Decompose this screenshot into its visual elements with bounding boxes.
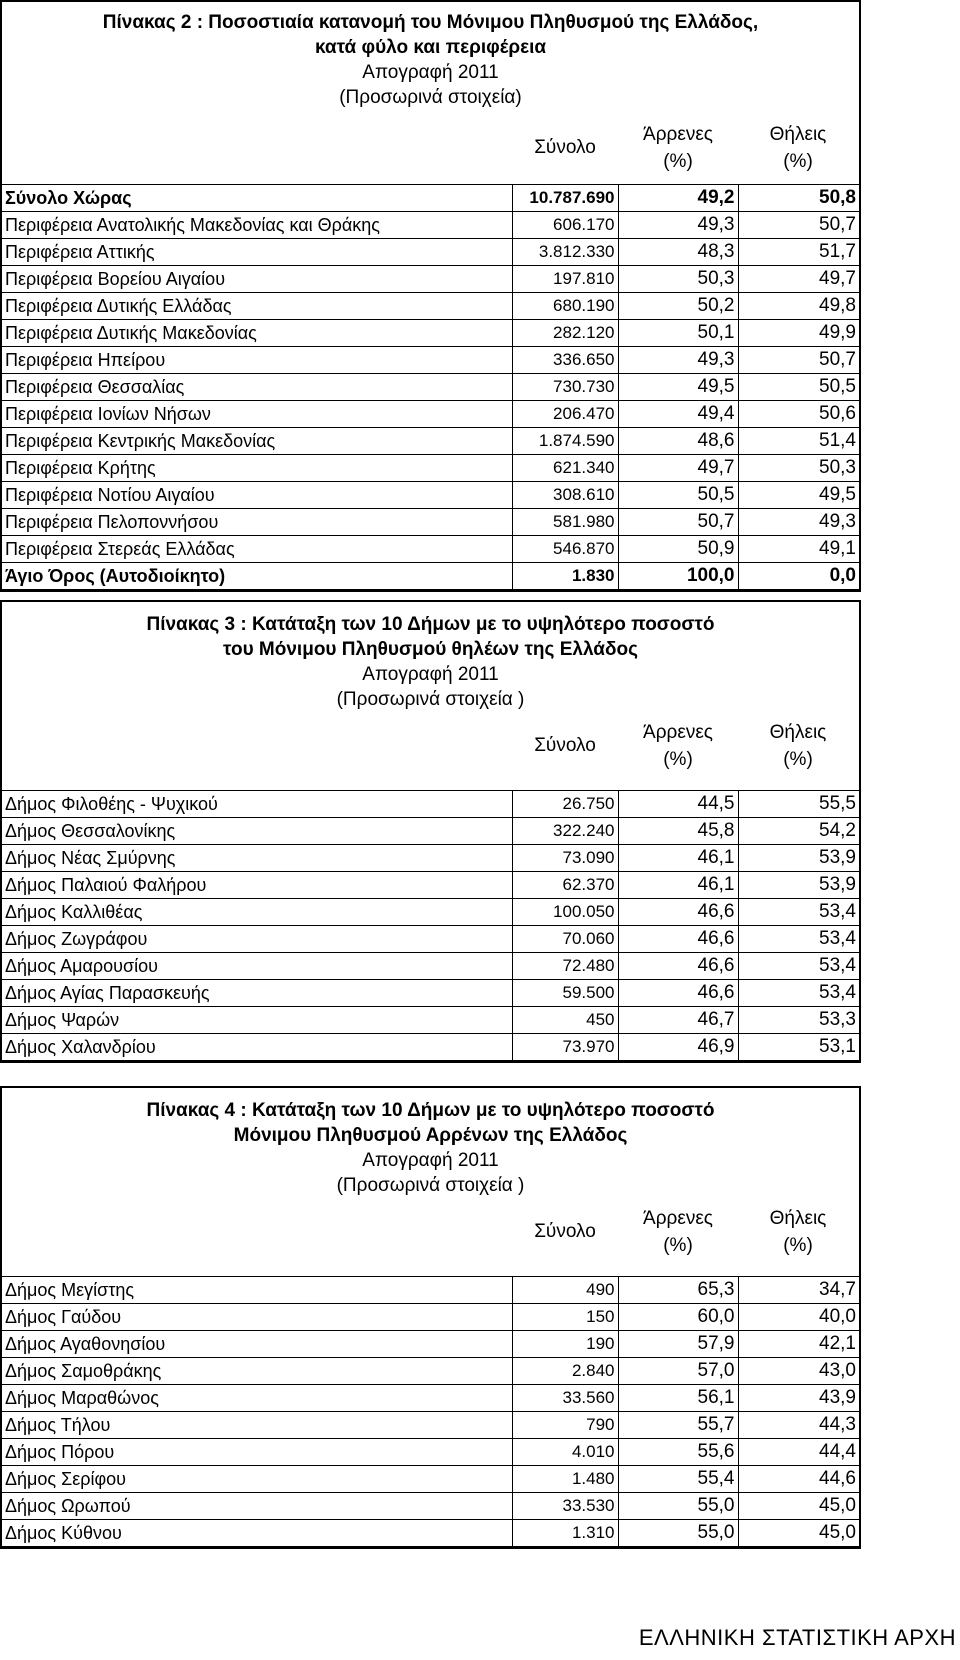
row-male-pct: 46,7 — [618, 1007, 738, 1034]
table-row — [2, 428, 859, 455]
row-female-pct: 53,4 — [738, 953, 859, 980]
row-male-pct: 46,6 — [618, 926, 738, 953]
row-name: Περιφέρεια Ανατολικής Μακεδονίας και Θράκης — [2, 212, 512, 239]
row-name: Δήμος Καλλιθέας — [2, 899, 512, 926]
row-total: 33.560 — [512, 1385, 618, 1412]
row-total: 581.980 — [512, 509, 618, 536]
row-total: 33.530 — [512, 1493, 618, 1520]
row-female-pct: 40,0 — [738, 1304, 859, 1331]
row-male-pct: 50,7 — [618, 509, 738, 536]
row-total: 73.970 — [512, 1034, 618, 1061]
row-female-pct: 45,0 — [738, 1493, 859, 1520]
table-row — [2, 1034, 859, 1061]
row-female-pct: 44,6 — [738, 1466, 859, 1493]
table2-title-line2: κατά φύλο και περιφέρεια — [314, 37, 547, 58]
table4-header-total: Σύνολο — [534, 1221, 596, 1242]
table-row — [2, 185, 859, 212]
row-female-pct: 50,3 — [738, 455, 859, 482]
row-male-pct: 50,5 — [618, 482, 738, 509]
row-male-pct: 50,2 — [618, 293, 738, 320]
row-female-pct: 50,6 — [738, 401, 859, 428]
row-name: Δήμος Μεγίστης — [2, 1277, 512, 1304]
row-name: Περιφέρεια Θεσσαλίας — [2, 374, 512, 401]
row-total: 282.120 — [512, 320, 618, 347]
row-total: 1.874.590 — [512, 428, 618, 455]
row-female-pct: 53,1 — [738, 1034, 859, 1061]
footer-agency-name: ΕΛΛΗΝΙΚΗ ΣΤΑΤΙΣΤΙΚΗ ΑΡΧΗ — [638, 1625, 956, 1650]
row-male-pct: 50,1 — [618, 320, 738, 347]
row-female-pct: 53,4 — [738, 980, 859, 1007]
table2-title-line1: Πίνακας 2 : Ποσοστιαία κατανομή του Μόνιμου Πληθυσμού της Ελλάδος, — [102, 12, 759, 33]
row-male-pct: 46,9 — [618, 1034, 738, 1061]
row-name: Περιφέρεια Αττικής — [2, 239, 512, 266]
table3-title-line1: Πίνακας 3 : Κατάταξη των 10 Δήμων με το υψηλότερο ποσοστό — [146, 614, 715, 635]
row-total: 680.190 — [512, 293, 618, 320]
row-total: 621.340 — [512, 455, 618, 482]
row-total: 1.480 — [512, 1466, 618, 1493]
row-total: 490 — [512, 1277, 618, 1304]
row-female-pct: 44,4 — [738, 1439, 859, 1466]
row-female-pct: 44,3 — [738, 1412, 859, 1439]
row-male-pct: 55,0 — [618, 1520, 738, 1547]
row-male-pct: 100,0 — [618, 563, 738, 590]
table-row — [2, 1007, 859, 1034]
row-total: 730.730 — [512, 374, 618, 401]
row-total: 4.010 — [512, 1439, 618, 1466]
row-male-pct: 55,4 — [618, 1466, 738, 1493]
row-total: 790 — [512, 1412, 618, 1439]
row-name: Δήμος Σερίφου — [2, 1466, 512, 1493]
row-male-pct: 48,6 — [618, 428, 738, 455]
table4-body — [2, 1276, 859, 1547]
row-total: 308.610 — [512, 482, 618, 509]
table-row — [2, 401, 859, 428]
table-row — [2, 818, 859, 845]
table-row — [2, 1331, 859, 1358]
row-female-pct: 50,8 — [738, 185, 859, 212]
row-name: Περιφέρεια Στερεάς Ελλάδας — [2, 536, 512, 563]
table3 — [0, 600, 861, 1063]
table3-header-female-unit: (%) — [783, 749, 813, 770]
row-total: 1.310 — [512, 1520, 618, 1547]
table3-header — [2, 710, 859, 790]
row-male-pct: 48,3 — [618, 239, 738, 266]
table-row — [2, 293, 859, 320]
row-male-pct: 56,1 — [618, 1385, 738, 1412]
row-total: 100.050 — [512, 899, 618, 926]
row-name: Περιφέρεια Πελοποννήσου — [2, 509, 512, 536]
row-total: 322.240 — [512, 818, 618, 845]
table-row — [2, 1385, 859, 1412]
row-name: Δήμος Γαύδου — [2, 1304, 512, 1331]
row-male-pct: 49,2 — [618, 185, 738, 212]
table2-header-total: Σύνολο — [534, 137, 596, 158]
table4-title-line1: Πίνακας 4 : Κατάταξη των 10 Δήμων με το υψηλότερο ποσοστό — [146, 1100, 715, 1121]
table-row — [2, 1412, 859, 1439]
table4-header-female-unit: (%) — [783, 1235, 813, 1256]
row-total: 197.810 — [512, 266, 618, 293]
table-row — [2, 1277, 859, 1304]
row-female-pct: 53,9 — [738, 845, 859, 872]
row-male-pct: 44,5 — [618, 791, 738, 818]
row-female-pct: 54,2 — [738, 818, 859, 845]
row-female-pct: 53,4 — [738, 926, 859, 953]
table-row — [2, 482, 859, 509]
row-male-pct: 57,0 — [618, 1358, 738, 1385]
row-total: 10.787.690 — [512, 185, 618, 212]
row-female-pct: 53,9 — [738, 872, 859, 899]
row-male-pct: 50,9 — [618, 536, 738, 563]
row-female-pct: 53,3 — [738, 1007, 859, 1034]
row-total: 546.870 — [512, 536, 618, 563]
row-total: 450 — [512, 1007, 618, 1034]
row-total: 72.480 — [512, 953, 618, 980]
table2-title — [2, 2, 859, 108]
table-row — [2, 1358, 859, 1385]
row-male-pct: 49,3 — [618, 212, 738, 239]
table-row — [2, 980, 859, 1007]
row-male-pct: 46,6 — [618, 953, 738, 980]
row-total: 190 — [512, 1331, 618, 1358]
table-row — [2, 239, 859, 266]
table4-title — [2, 1088, 859, 1196]
row-male-pct: 49,3 — [618, 347, 738, 374]
table-row — [2, 1466, 859, 1493]
row-female-pct: 45,0 — [738, 1520, 859, 1547]
table-row — [2, 320, 859, 347]
row-female-pct: 50,7 — [738, 347, 859, 374]
row-name: Δήμος Πόρου — [2, 1439, 512, 1466]
row-total: 1.830 — [512, 563, 618, 590]
table2-header-male: Άρρενες — [643, 124, 713, 145]
table-row — [2, 953, 859, 980]
row-male-pct: 65,3 — [618, 1277, 738, 1304]
table4-header — [2, 1196, 859, 1276]
table3-header-total: Σύνολο — [534, 735, 596, 756]
row-name: Δήμος Μαραθώνος — [2, 1385, 512, 1412]
row-name: Περιφέρεια Νοτίου Αιγαίου — [2, 482, 512, 509]
row-name: Δήμος Σαμοθράκης — [2, 1358, 512, 1385]
row-female-pct: 34,7 — [738, 1277, 859, 1304]
row-name: Δήμος Νέας Σμύρνης — [2, 845, 512, 872]
table3-body — [2, 790, 859, 1061]
row-male-pct: 55,6 — [618, 1439, 738, 1466]
row-female-pct: 50,7 — [738, 212, 859, 239]
table4-title-line2: Μόνιμου Πληθυσμού Αρρένων της Ελλάδος — [233, 1125, 628, 1146]
table-row — [2, 536, 859, 563]
row-name: Δήμος Ωρωπού — [2, 1493, 512, 1520]
table2-title-line3: Απογραφή 2011 — [362, 62, 499, 83]
row-total: 62.370 — [512, 872, 618, 899]
row-total: 606.170 — [512, 212, 618, 239]
row-name: Δήμος Φιλοθέης - Ψυχικού — [2, 791, 512, 818]
table2-body — [2, 184, 859, 590]
row-male-pct: 57,9 — [618, 1331, 738, 1358]
row-male-pct: 46,6 — [618, 899, 738, 926]
table4-header-female: Θήλεις — [769, 1208, 827, 1229]
table-row — [2, 791, 859, 818]
table4 — [0, 1086, 861, 1549]
table2-header-female: Θήλεις — [769, 124, 827, 145]
row-female-pct: 51,4 — [738, 428, 859, 455]
row-female-pct: 49,1 — [738, 536, 859, 563]
table-row — [2, 455, 859, 482]
table3-header-male-unit: (%) — [663, 749, 693, 770]
row-total: 73.090 — [512, 845, 618, 872]
table-row — [2, 926, 859, 953]
table4-header-male: Άρρενες — [643, 1208, 713, 1229]
row-name: Περιφέρεια Δυτικής Μακεδονίας — [2, 320, 512, 347]
row-male-pct: 55,7 — [618, 1412, 738, 1439]
row-name: Δήμος Παλαιού Φαλήρου — [2, 872, 512, 899]
table4-title-line4: (Προσωρινά στοιχεία ) — [336, 1175, 525, 1196]
row-name: Δήμος Θεσσαλονίκης — [2, 818, 512, 845]
table-row — [2, 872, 859, 899]
row-female-pct: 43,9 — [738, 1385, 859, 1412]
table-row — [2, 212, 859, 239]
row-male-pct: 55,0 — [618, 1493, 738, 1520]
row-female-pct: 55,5 — [738, 791, 859, 818]
row-name: Άγιο Όρος (Αυτοδιοίκητο) — [2, 563, 512, 590]
row-name: Δήμος Αγαθονησίου — [2, 1331, 512, 1358]
row-name: Περιφέρεια Δυτικής Ελλάδας — [2, 293, 512, 320]
row-total: 3.812.330 — [512, 239, 618, 266]
row-name: Περιφέρεια Βορείου Αιγαίου — [2, 266, 512, 293]
row-female-pct: 43,0 — [738, 1358, 859, 1385]
row-name: Σύνολο Χώρας — [2, 185, 512, 212]
row-male-pct: 49,4 — [618, 401, 738, 428]
row-name: Δήμος Τήλου — [2, 1412, 512, 1439]
row-name: Περιφέρεια Κρήτης — [2, 455, 512, 482]
table4-title-line3: Απογραφή 2011 — [362, 1150, 499, 1171]
table-row — [2, 509, 859, 536]
row-male-pct: 46,1 — [618, 872, 738, 899]
row-name: Δήμος Αγίας Παρασκευής — [2, 980, 512, 1007]
row-female-pct: 49,5 — [738, 482, 859, 509]
row-female-pct: 51,7 — [738, 239, 859, 266]
row-female-pct: 49,9 — [738, 320, 859, 347]
row-name: Δήμος Χαλανδρίου — [2, 1034, 512, 1061]
table-row — [2, 1304, 859, 1331]
table2-header-female-unit: (%) — [783, 151, 813, 172]
table3-title-line3: Απογραφή 2011 — [362, 664, 499, 685]
row-male-pct: 49,5 — [618, 374, 738, 401]
table2-header — [2, 104, 859, 184]
row-female-pct: 0,0 — [738, 563, 859, 590]
row-total: 2.840 — [512, 1358, 618, 1385]
row-female-pct: 50,5 — [738, 374, 859, 401]
table-row — [2, 266, 859, 293]
row-total: 70.060 — [512, 926, 618, 953]
table3-title-line4: (Προσωρινά στοιχεία ) — [336, 689, 525, 710]
row-male-pct: 50,3 — [618, 266, 738, 293]
table-row — [2, 1520, 859, 1547]
row-female-pct: 49,8 — [738, 293, 859, 320]
table-row — [2, 1439, 859, 1466]
row-name: Περιφέρεια Ηπείρου — [2, 347, 512, 374]
table3-title — [2, 602, 859, 710]
table2 — [0, 0, 861, 592]
table3-header-male: Άρρενες — [643, 722, 713, 743]
row-name: Δήμος Ζωγράφου — [2, 926, 512, 953]
table2-header-male-unit: (%) — [663, 151, 693, 172]
row-name: Δήμος Κύθνου — [2, 1520, 512, 1547]
row-total: 150 — [512, 1304, 618, 1331]
table2-title-line4: (Προσωρινά στοιχεία) — [339, 87, 522, 108]
row-total: 206.470 — [512, 401, 618, 428]
table-row — [2, 347, 859, 374]
row-name: Δήμος Αμαρουσίου — [2, 953, 512, 980]
row-male-pct: 49,7 — [618, 455, 738, 482]
row-total: 59.500 — [512, 980, 618, 1007]
table4-header-male-unit: (%) — [663, 1235, 693, 1256]
table-row — [2, 374, 859, 401]
row-female-pct: 49,7 — [738, 266, 859, 293]
row-name: Περιφέρεια Κεντρικής Μακεδονίας — [2, 428, 512, 455]
row-total: 26.750 — [512, 791, 618, 818]
row-male-pct: 46,6 — [618, 980, 738, 1007]
table-row — [2, 845, 859, 872]
row-female-pct: 42,1 — [738, 1331, 859, 1358]
row-name: Περιφέρεια Ιονίων Νήσων — [2, 401, 512, 428]
row-female-pct: 49,3 — [738, 509, 859, 536]
row-name: Δήμος Ψαρών — [2, 1007, 512, 1034]
row-female-pct: 53,4 — [738, 899, 859, 926]
row-male-pct: 60,0 — [618, 1304, 738, 1331]
table3-title-line2: του Μόνιμου Πληθυσμού θηλέων της Ελλάδος — [223, 639, 638, 660]
table-row — [2, 1493, 859, 1520]
row-male-pct: 45,8 — [618, 818, 738, 845]
table-row — [2, 563, 859, 590]
row-total: 336.650 — [512, 347, 618, 374]
row-male-pct: 46,1 — [618, 845, 738, 872]
table-row — [2, 899, 859, 926]
table3-header-female: Θήλεις — [769, 722, 827, 743]
